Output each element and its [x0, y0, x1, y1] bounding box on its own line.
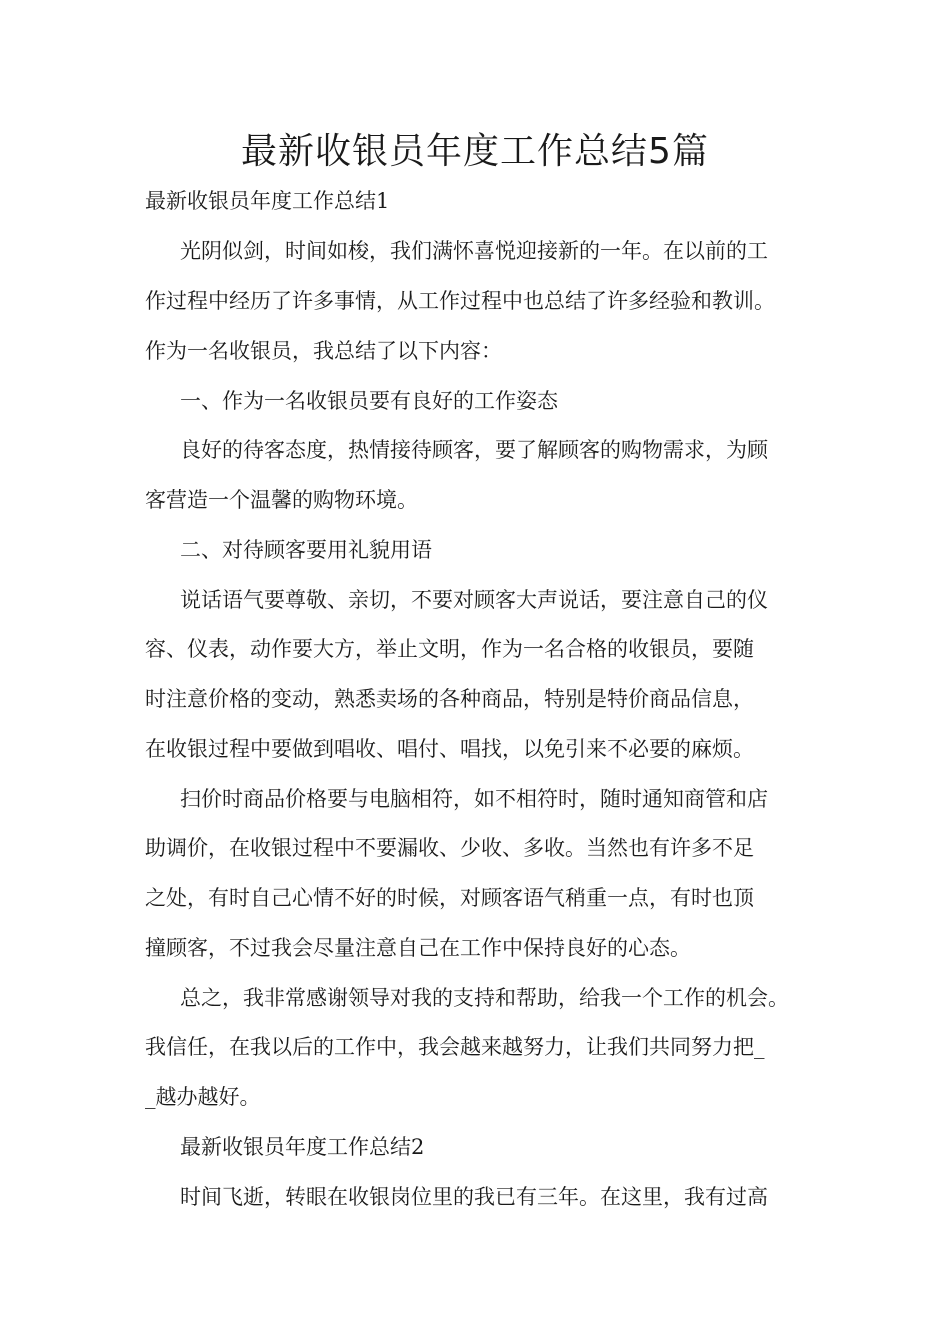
paragraph-line: 时注意价格的变动，熟悉卖场的各种商品，特别是特价商品信息， [145, 687, 754, 711]
document-title: 最新收银员年度工作总结5篇 [241, 131, 709, 172]
subheading-2: 二、对待顾客要用礼貌用语 [180, 538, 432, 562]
paragraph-line: 在收银过程中要做到唱收、唱付、唱找，以免引来不必要的麻烦。 [145, 737, 754, 761]
paragraph-line: 总之，我非常感谢领导对我的支持和帮助，给我一个工作的机会。 [180, 986, 789, 1010]
paragraph-line: 说话语气要尊敬、亲切，不要对顾客大声说话，要注意自己的仪 [180, 588, 768, 612]
paragraph-line: 客营造一个温馨的购物环境。 [145, 488, 418, 512]
section-heading-2: 最新收银员年度工作总结2 [180, 1135, 425, 1159]
paragraph-line: 助调价，在收银过程中不要漏收、少收、多收。当然也有许多不足 [145, 836, 754, 860]
subheading-1: 一、作为一名收银员要有良好的工作姿态 [180, 389, 558, 413]
paragraph-line: 良好的待客态度，热情接待顾客，要了解顾客的购物需求，为顾 [180, 438, 768, 462]
paragraph-line: 之处，有时自己心情不好的时候，对顾客语气稍重一点，有时也顶 [145, 886, 754, 910]
section-heading-1: 最新收银员年度工作总结1 [145, 189, 390, 213]
paragraph-line: 光阴似剑，时间如梭，我们满怀喜悦迎接新的一年。在以前的工 [180, 239, 768, 263]
paragraph-line: 撞顾客，不过我会尽量注意自己在工作中保持良好的心态。 [145, 936, 691, 960]
paragraph-line: 时间飞逝，转眼在收银岗位里的我已有三年。在这里，我有过高 [180, 1185, 768, 1209]
paragraph-line: 作过程中经历了许多事情，从工作过程中也总结了许多经验和教训。 [145, 289, 775, 313]
paragraph-line: 容、仪表，动作要大方，举止文明，作为一名合格的收银员，要随 [145, 637, 754, 661]
paragraph-line: 扫价时商品价格要与电脑相符，如不相符时，随时通知商管和店 [180, 787, 768, 811]
paragraph-line: 我信任，在我以后的工作中，我会越来越努力，让我们共同努力把_ [145, 1035, 765, 1059]
paragraph-line: 作为一名收银员，我总结了以下内容： [145, 339, 502, 363]
paragraph-line: _越办越好。 [145, 1085, 261, 1109]
